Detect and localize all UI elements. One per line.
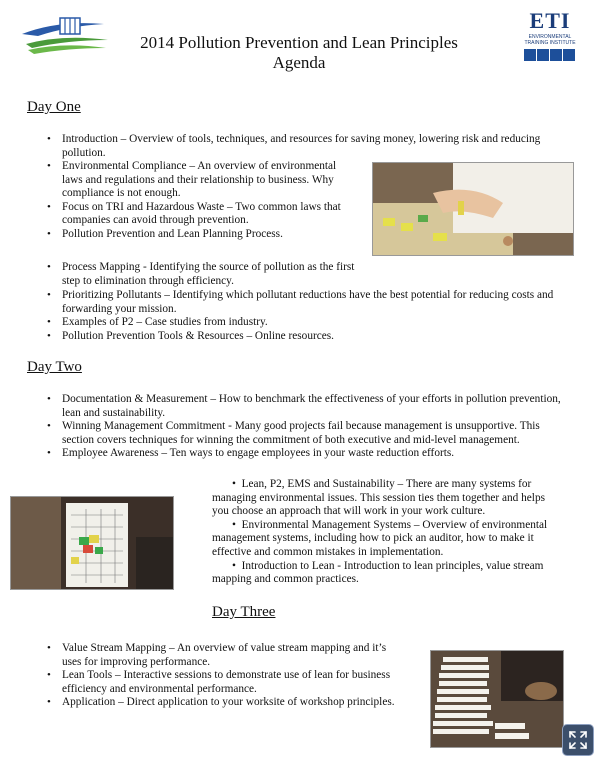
workshop-photo-1 — [372, 162, 574, 256]
list-item: • Prioritizing Pollutants – Identifying which pollutant reductions have the best potential for reducing costs and forwarding your mission. — [47, 289, 577, 316]
title-line-2: Agenda — [272, 53, 326, 72]
day-one-list-c — [47, 261, 357, 288]
day-three-heading: Day Three — [212, 604, 276, 620]
list-item: • Winning Management Commitment - Many good projects fail because management is unsupportive. This section covers techniques for winning the commitment of both executive and mid-level management. — [47, 420, 567, 447]
indented-item — [212, 519, 564, 560]
list-item: • Examples of P2 – Case studies from industry. — [47, 316, 577, 330]
indented-item-text: Lean, P2, EMS and Sustainability – There are many systems for managing environmental issues. This session ties them together and helps you choose an approach that will work in your work culture. — [212, 478, 545, 518]
day-two-list — [47, 393, 567, 461]
expand-icon — [563, 725, 593, 755]
title-line-1: 2014 Pollution Prevention and Lean Principles — [140, 33, 458, 52]
workshop-photo-3 — [430, 650, 564, 748]
bullet-icon: • — [232, 559, 242, 572]
list-item: • Application – Direct application to your worksite of workshop principles. — [47, 696, 397, 710]
list-item: • Focus on TRI and Hazardous Waste – Two common laws that companies can avoid through prevention. — [47, 201, 357, 228]
list-item: • Lean Tools – Interactive sessions to demonstrate use of lean for business efficiency and environmental performance. — [47, 669, 397, 696]
day-one-heading: Day One — [27, 99, 81, 115]
day-two-indented-list — [212, 478, 564, 587]
expand-button[interactable] — [562, 724, 594, 756]
indented-item-text: Introduction to Lean - Introduction to lean principles, value stream mapping and common practices. — [212, 559, 544, 586]
eti-subtitle-2: TRAINING INSTITUTE — [524, 40, 576, 46]
page-title — [0, 33, 598, 73]
indented-item — [212, 560, 564, 587]
list-item: • Introduction – Overview of tools, techniques, and resources for saving money, lowering risk and reducing pollution. — [47, 133, 567, 160]
eti-logo — [518, 8, 582, 68]
list-item: • Pollution Prevention and Lean Planning Process. — [47, 228, 357, 242]
indented-item-text: Environmental Management Systems – Overview of environmental management systems, including how to pick an auditor, how to make it effective and common mistakes in implementation. — [212, 518, 548, 558]
list-item: • Environmental Compliance – An overview of environmental laws and regulations and their relationship to business. Why compliance is not enough. — [47, 160, 357, 201]
day-two-heading: Day Two — [27, 359, 82, 375]
bullet-icon: • — [232, 518, 242, 531]
eti-subtitle-1: ENVIRONMENTAL — [528, 34, 572, 40]
eti-letters: ETI — [529, 8, 571, 33]
eti-icon-4 — [563, 49, 575, 61]
workshop-photo-2 — [10, 496, 174, 590]
list-item: • Process Mapping - Identifying the source of pollution as the first step to elimination through efficiency. — [47, 261, 357, 288]
day-one-list-b — [47, 160, 357, 242]
eti-icon-2 — [537, 49, 549, 61]
list-item: • Pollution Prevention Tools & Resources – Online resources. — [47, 330, 577, 344]
day-three-list — [47, 642, 397, 710]
indented-item — [212, 478, 564, 519]
day-one-list-a — [47, 133, 567, 160]
eti-icons — [518, 48, 582, 66]
list-item: • Value Stream Mapping – An overview of value stream mapping and it’s uses for improving performance. — [47, 642, 397, 669]
day-one-list-d — [47, 289, 577, 343]
list-item: • Documentation & Measurement – How to benchmark the effectiveness of your efforts in pollution prevention, lean and sustainability. — [47, 393, 567, 420]
eti-icon-3 — [550, 49, 562, 61]
eti-icon-1 — [524, 49, 536, 61]
bullet-icon: • — [232, 478, 242, 490]
list-item: • Employee Awareness – Ten ways to engage employees in your waste reduction efforts. — [47, 447, 567, 461]
